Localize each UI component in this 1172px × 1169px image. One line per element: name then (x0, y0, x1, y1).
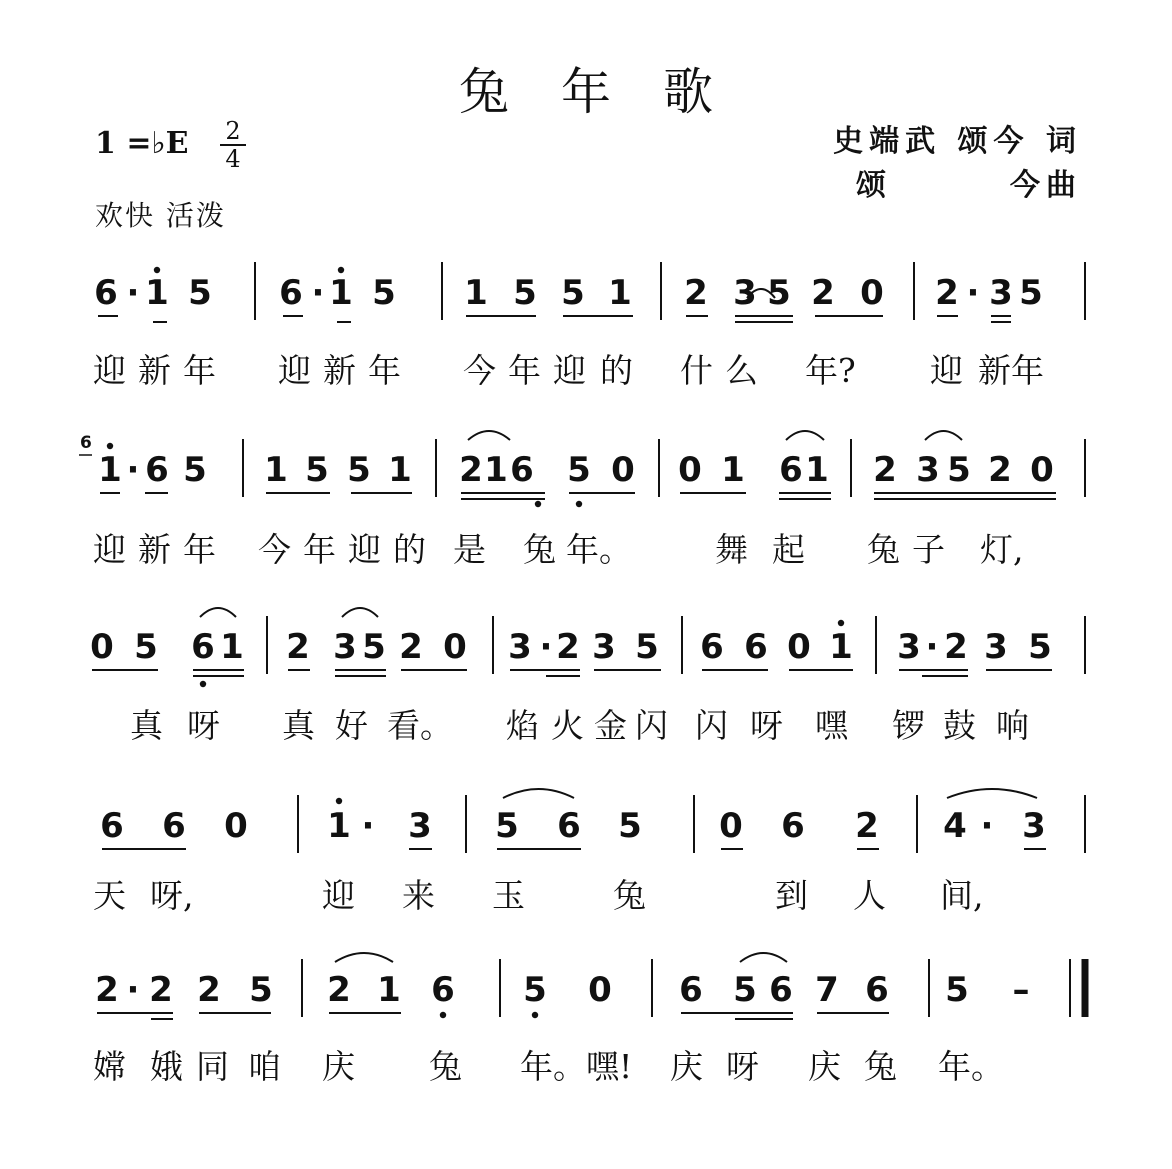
note: 5 (561, 273, 585, 313)
note: 0 (787, 627, 811, 667)
note: 6 (94, 273, 118, 313)
lyric-syllable: 咱 (248, 1047, 281, 1086)
note: 2 (556, 627, 580, 667)
note: 6 (744, 627, 768, 667)
octave-dot (338, 267, 344, 273)
lyric-syllable: 新 (138, 530, 171, 569)
lyricist-credit: 史端武 颂今 词 (833, 124, 1082, 159)
note: · (126, 450, 140, 490)
octave-dot (440, 1012, 446, 1018)
note: · (361, 806, 375, 846)
slur (947, 789, 1037, 798)
note: 5 (183, 450, 207, 490)
note: 1 (805, 450, 829, 490)
octave-dot (576, 501, 582, 507)
note: 6 (100, 806, 124, 846)
lyric-syllable: 今 (463, 351, 496, 390)
note: 6 (191, 627, 215, 667)
slur (342, 608, 378, 617)
lyric-syllable: 灯, (980, 530, 1024, 569)
octave-dot (336, 798, 342, 804)
lyric-syllable: 庆 (322, 1047, 355, 1086)
note: 6 (510, 450, 534, 490)
note: 0 (860, 273, 884, 313)
note: 6 (865, 970, 889, 1010)
note: 5 (134, 627, 158, 667)
note: 6 (781, 806, 805, 846)
note: 5 (767, 273, 791, 313)
note: 5 (523, 970, 547, 1010)
lyric-syllable: 兔 (429, 1047, 462, 1086)
slur (503, 789, 574, 798)
lyric-syllable: 呀 (726, 1047, 759, 1086)
octave-dot (200, 681, 206, 687)
note: 0 (678, 450, 702, 490)
note: 5 (945, 970, 969, 1010)
note: 3 (733, 273, 757, 313)
note: 5 (495, 806, 519, 846)
note: 2 (873, 450, 897, 490)
lyric-syllable: 庆 (670, 1047, 703, 1086)
note: 3 (508, 627, 532, 667)
note: 0 (719, 806, 743, 846)
lyric-syllable: 是 (453, 530, 486, 569)
note: 2 (327, 970, 351, 1010)
note: 0 (588, 970, 612, 1010)
note: · (925, 627, 939, 667)
slur (786, 431, 824, 440)
note: 3 (897, 627, 921, 667)
lyric-syllable: 今 (258, 530, 291, 569)
note: 0 (1030, 450, 1054, 490)
note: 5 (305, 450, 329, 490)
tempo-marking: 欢快 活泼 (95, 199, 226, 232)
lyric-syllable: 金 (594, 706, 627, 745)
note: 0 (224, 806, 248, 846)
lyric-syllable: 真 (282, 706, 315, 745)
note: 1 (264, 450, 288, 490)
note: 3 (1022, 806, 1046, 846)
octave-dot (154, 267, 160, 273)
grace-note: 6 (80, 433, 92, 453)
lyric-syllable: 新 (138, 351, 171, 390)
lyric-syllable: 兔 (864, 1047, 897, 1086)
lyric-syllable: 好 (335, 706, 368, 745)
lyric-syllable: 年。 (938, 1047, 1004, 1086)
note: 6 (779, 450, 803, 490)
lyric-syllable: 人 (853, 876, 886, 915)
lyric-syllable: 年 (368, 351, 401, 390)
note: 5 (513, 273, 537, 313)
note: 5 (362, 627, 386, 667)
note: · (311, 273, 325, 313)
octave-dot (107, 443, 113, 449)
note: 3 (984, 627, 1008, 667)
lyric-syllable: 焰 (506, 706, 539, 745)
note: 6 (679, 970, 703, 1010)
lyric-syllable: 子 (912, 530, 945, 569)
note: 5 (733, 970, 757, 1010)
note: 0 (443, 627, 467, 667)
note: 5 (947, 450, 971, 490)
note: 2 (197, 970, 221, 1010)
note: 1 (377, 970, 401, 1010)
note: 1 (608, 273, 632, 313)
note: 5 (635, 627, 659, 667)
note: 3 (592, 627, 616, 667)
composer-name-part1: 颂 (856, 168, 892, 203)
lyric-syllable: 年 (303, 530, 336, 569)
lyric-syllable: 兔 (523, 530, 556, 569)
note: 2 (988, 450, 1012, 490)
lyric-syllable: 看。 (387, 706, 453, 745)
note: 5 (249, 970, 273, 1010)
note: · (126, 273, 140, 313)
lyric-syllable: 年 (183, 530, 216, 569)
note: 1 (329, 273, 353, 313)
note: 2 (149, 970, 173, 1010)
lyric-syllable: 新 (323, 351, 356, 390)
lyric-syllable: 呀, (150, 876, 194, 915)
lyric-syllable: 呀 (187, 706, 220, 745)
lyric-syllable: 么 (725, 351, 758, 390)
octave-dot (532, 1012, 538, 1018)
slur (747, 289, 775, 298)
note: 2 (811, 273, 835, 313)
note: 1 (464, 273, 488, 313)
note: 3 (916, 450, 940, 490)
note: 6 (769, 970, 793, 1010)
slur (740, 953, 787, 962)
note: 2 (399, 627, 423, 667)
note: 6 (279, 273, 303, 313)
lyric-syllable: 起 (772, 530, 805, 569)
lyric-syllable: 年。 (566, 530, 632, 569)
note: 5 (1028, 627, 1052, 667)
slur (925, 431, 962, 440)
note: 1 (220, 627, 244, 667)
note: 2 (855, 806, 879, 846)
note: 2 (286, 627, 310, 667)
song-title: 兔年歌 (459, 63, 765, 121)
note: 2 (459, 450, 483, 490)
lyric-syllable: 年。嘿! (520, 1047, 633, 1086)
lyric-syllable: 闪 (695, 706, 728, 745)
octave-dot (535, 501, 541, 507)
note: · (539, 627, 553, 667)
lyric-syllable: 年? (805, 351, 856, 390)
note: 2 (684, 273, 708, 313)
note: 5 (618, 806, 642, 846)
lyric-syllable: 迎 (322, 876, 355, 915)
lyric-syllable: 年 (183, 351, 216, 390)
lyric-syllable: 闪 (635, 706, 668, 745)
note: 5 (188, 273, 212, 313)
note: 2 (95, 970, 119, 1010)
note: 1 (829, 627, 853, 667)
note: 4 (943, 806, 967, 846)
lyric-syllable: 真 (130, 706, 163, 745)
note: 1 (327, 806, 351, 846)
note: 3 (989, 273, 1013, 313)
note: 6 (431, 970, 455, 1010)
note: 3 (408, 806, 432, 846)
lyric-syllable: 火 (551, 706, 584, 745)
octave-dot (838, 620, 844, 626)
lyric-syllable: 嘿 (815, 706, 848, 745)
note: · (126, 970, 140, 1010)
note: – (1012, 970, 1030, 1010)
lyric-syllable: 迎 (930, 351, 963, 390)
note: 7 (815, 970, 839, 1010)
note: 6 (557, 806, 581, 846)
lyric-syllable: 迎 (348, 530, 381, 569)
note: 5 (567, 450, 591, 490)
lyric-syllable: 年 (508, 351, 541, 390)
note: 6 (162, 806, 186, 846)
lyric-syllable: 的 (600, 351, 633, 390)
note: 1 (484, 450, 508, 490)
note: 1 (388, 450, 412, 490)
note: 3 (333, 627, 357, 667)
note: · (980, 806, 994, 846)
note: · (966, 273, 980, 313)
lyric-syllable: 庆 (808, 1047, 841, 1086)
lyric-syllable: 的 (393, 530, 426, 569)
lyric-syllable: 新年 (978, 351, 1044, 390)
lyric-syllable: 什 (680, 351, 713, 390)
note: 2 (944, 627, 968, 667)
slur (200, 608, 236, 617)
lyric-syllable: 响 (996, 706, 1029, 745)
note: 1 (145, 273, 169, 313)
note: 1 (98, 450, 122, 490)
lyric-syllable: 迎 (278, 351, 311, 390)
lyric-syllable: 天 (93, 876, 126, 915)
lyric-syllable: 玉 (492, 876, 525, 915)
lyric-syllable: 迎 (93, 530, 126, 569)
lyric-syllable: 间, (940, 876, 984, 915)
note: 5 (1019, 273, 1043, 313)
note: 1 (721, 450, 745, 490)
lyric-syllable: 鼓 (943, 706, 976, 745)
lyric-syllable: 嫦 (93, 1047, 126, 1086)
composer-name-part2: 今曲 (1010, 168, 1082, 203)
note: 5 (347, 450, 371, 490)
lyric-syllable: 舞 (715, 530, 748, 569)
note: 2 (935, 273, 959, 313)
slur (468, 431, 510, 440)
note: 5 (372, 273, 396, 313)
slur (335, 953, 393, 962)
lyric-syllable: 到 (775, 876, 808, 915)
lyric-syllable: 锣 (892, 706, 925, 745)
key-signature: 1 =♭E (95, 126, 189, 161)
lyric-syllable: 来 (402, 876, 435, 915)
lyric-syllable: 同 (196, 1047, 229, 1086)
lyric-syllable: 迎 (93, 351, 126, 390)
lyric-syllable: 呀 (750, 706, 783, 745)
lyric-syllable: 娥 (150, 1047, 183, 1086)
lyric-syllable: 迎 (553, 351, 586, 390)
note: 6 (145, 450, 169, 490)
note: 0 (611, 450, 635, 490)
time-signature-denominator: 4 (225, 145, 241, 173)
note: 0 (90, 627, 114, 667)
time-signature-numerator: 2 (225, 117, 241, 145)
lyric-syllable: 兔 (613, 876, 646, 915)
note: 6 (700, 627, 724, 667)
lyric-syllable: 兔 (867, 530, 900, 569)
